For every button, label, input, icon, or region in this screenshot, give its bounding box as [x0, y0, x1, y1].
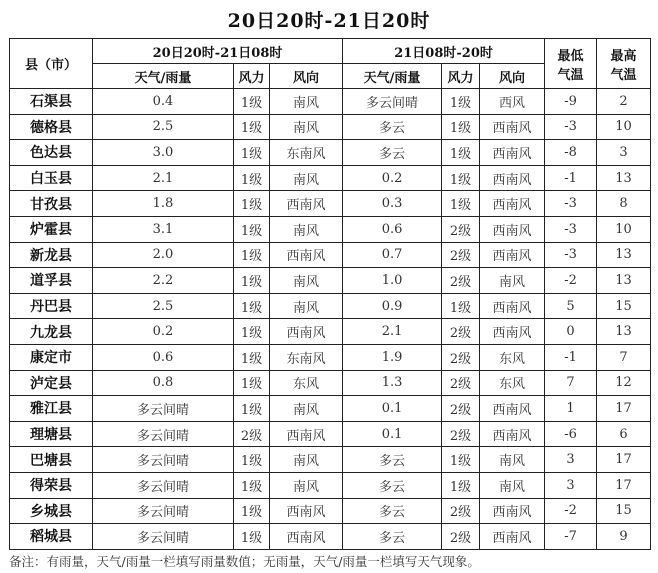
cell-max-temp: 13	[597, 165, 651, 191]
cell-wind-dir-night: 西南风	[270, 242, 343, 268]
cell-wind-dir-day: 西南风	[480, 191, 545, 217]
table-row	[10, 114, 651, 140]
cell-wind-dir-day: 西南风	[480, 216, 545, 242]
cell-wind-dir-night: 西南风	[270, 498, 343, 524]
cell-wind-dir-day: 南风	[480, 472, 545, 498]
cell-min-temp: 0	[545, 319, 597, 345]
cell-county: 新龙县	[10, 242, 93, 268]
cell-weather-rain-night: 2.5	[93, 114, 234, 140]
cell-weather-rain-day: 多云	[343, 472, 442, 498]
cell-wind-force-day: 2级	[442, 344, 480, 370]
header-wind-force-1: 风力	[234, 64, 270, 89]
table-row	[10, 242, 651, 268]
cell-wind-dir-day: 西南风	[480, 140, 545, 166]
table-row	[10, 319, 651, 345]
cell-wind-dir-day: 西南风	[480, 498, 545, 524]
cell-weather-rain-night: 0.8	[93, 370, 234, 396]
cell-max-temp: 6	[597, 421, 651, 447]
cell-wind-force-day: 2级	[442, 268, 480, 294]
cell-max-temp: 9	[597, 524, 651, 550]
cell-wind-force-night: 1级	[234, 191, 270, 217]
cell-min-temp: -2	[545, 268, 597, 294]
cell-wind-dir-night: 南风	[270, 216, 343, 242]
cell-wind-force-night: 1级	[234, 165, 270, 191]
cell-county: 雅江县	[10, 396, 93, 422]
cell-weather-rain-day: 多云	[343, 498, 442, 524]
cell-wind-dir-day: 南风	[480, 268, 545, 294]
cell-wind-dir-night: 东风	[270, 370, 343, 396]
cell-wind-force-day: 1级	[442, 165, 480, 191]
cell-wind-dir-night: 西南风	[270, 319, 343, 345]
header-max-temp: 最高气温	[597, 39, 651, 89]
cell-max-temp: 17	[597, 396, 651, 422]
cell-weather-rain-day: 1.9	[343, 344, 442, 370]
cell-wind-dir-night: 南风	[270, 472, 343, 498]
cell-wind-dir-night: 南风	[270, 165, 343, 191]
cell-min-temp: 3	[545, 447, 597, 473]
cell-min-temp: -3	[545, 114, 597, 140]
cell-weather-rain-day: 0.7	[343, 242, 442, 268]
cell-weather-rain-night: 2.2	[93, 268, 234, 294]
table-row	[10, 89, 651, 115]
cell-max-temp: 3	[597, 140, 651, 166]
cell-min-temp: 7	[545, 370, 597, 396]
table-row	[10, 216, 651, 242]
cell-county: 九龙县	[10, 319, 93, 345]
cell-county: 甘孜县	[10, 191, 93, 217]
cell-weather-rain-day: 1.3	[343, 370, 442, 396]
cell-county: 德格县	[10, 114, 93, 140]
cell-max-temp: 13	[597, 268, 651, 294]
cell-wind-force-day: 2级	[442, 421, 480, 447]
header-county: 县（市）	[10, 39, 93, 89]
cell-wind-force-day: 1级	[442, 140, 480, 166]
cell-max-temp: 2	[597, 89, 651, 115]
cell-min-temp: -3	[545, 216, 597, 242]
table-row	[10, 396, 651, 422]
cell-weather-rain-night: 多云间晴	[93, 472, 234, 498]
cell-wind-force-night: 1级	[234, 293, 270, 319]
cell-weather-rain-day: 0.2	[343, 165, 442, 191]
cell-min-temp: -3	[545, 242, 597, 268]
cell-wind-force-day: 1级	[442, 114, 480, 140]
cell-wind-force-night: 1级	[234, 370, 270, 396]
cell-wind-dir-night: 西南风	[270, 524, 343, 550]
cell-min-temp: -2	[545, 498, 597, 524]
cell-wind-force-day: 2级	[442, 319, 480, 345]
cell-weather-rain-night: 0.6	[93, 344, 234, 370]
cell-min-temp: -7	[545, 524, 597, 550]
cell-wind-force-day: 2级	[442, 216, 480, 242]
cell-wind-dir-night: 东南风	[270, 140, 343, 166]
cell-wind-force-day: 2级	[442, 370, 480, 396]
cell-county: 巴塘县	[10, 447, 93, 473]
cell-wind-force-day: 2级	[442, 242, 480, 268]
cell-wind-force-night: 1级	[234, 89, 270, 115]
cell-weather-rain-night: 多云间晴	[93, 447, 234, 473]
cell-wind-dir-night: 南风	[270, 89, 343, 115]
table-row	[10, 191, 651, 217]
cell-county: 丹巴县	[10, 293, 93, 319]
cell-max-temp: 12	[597, 370, 651, 396]
cell-county: 康定市	[10, 344, 93, 370]
header-period-night: 20日20时-21日08时	[93, 39, 343, 64]
table-row	[10, 472, 651, 498]
header-min-temp: 最低气温	[545, 39, 597, 89]
table-row	[10, 268, 651, 294]
cell-county: 理塘县	[10, 421, 93, 447]
cell-min-temp: -3	[545, 191, 597, 217]
cell-county: 道孚县	[10, 268, 93, 294]
cell-wind-force-day: 1级	[442, 89, 480, 115]
cell-max-temp: 17	[597, 447, 651, 473]
cell-weather-rain-day: 多云	[343, 447, 442, 473]
header-weather-rain-1: 天气/雨量	[93, 64, 234, 89]
cell-weather-rain-night: 2.1	[93, 165, 234, 191]
cell-wind-dir-night: 南风	[270, 293, 343, 319]
cell-wind-dir-day: 西南风	[480, 293, 545, 319]
cell-county: 白玉县	[10, 165, 93, 191]
cell-weather-rain-day: 0.1	[343, 396, 442, 422]
cell-weather-rain-night: 多云间晴	[93, 524, 234, 550]
cell-max-temp: 10	[597, 114, 651, 140]
cell-wind-force-day: 1级	[442, 191, 480, 217]
cell-wind-dir-day: 西风	[480, 89, 545, 115]
cell-county: 乡城县	[10, 498, 93, 524]
table-row	[10, 293, 651, 319]
cell-wind-force-day: 2级	[442, 396, 480, 422]
cell-wind-force-day: 2级	[442, 524, 480, 550]
table-row	[10, 447, 651, 473]
cell-min-temp: -6	[545, 421, 597, 447]
cell-wind-force-night: 1级	[234, 396, 270, 422]
cell-weather-rain-night: 0.2	[93, 319, 234, 345]
cell-wind-dir-day: 西南风	[480, 114, 545, 140]
cell-wind-force-night: 1级	[234, 216, 270, 242]
cell-weather-rain-night: 2.0	[93, 242, 234, 268]
footnote: 备注：有雨量，天气/雨量一栏填写雨量数值；无雨量，天气/雨量一栏填写天气现象。	[9, 554, 480, 569]
cell-county: 得荣县	[10, 472, 93, 498]
cell-min-temp: -9	[545, 89, 597, 115]
cell-wind-dir-night: 西南风	[270, 191, 343, 217]
cell-weather-rain-day: 多云	[343, 140, 442, 166]
forecast-table	[9, 38, 651, 550]
cell-weather-rain-night: 3.1	[93, 216, 234, 242]
cell-max-temp: 13	[597, 242, 651, 268]
cell-weather-rain-night: 1.8	[93, 191, 234, 217]
cell-min-temp: 1	[545, 396, 597, 422]
cell-wind-dir-night: 东南风	[270, 344, 343, 370]
cell-weather-rain-day: 0.6	[343, 216, 442, 242]
cell-weather-rain-day: 多云	[343, 114, 442, 140]
cell-wind-dir-day: 西南风	[480, 524, 545, 550]
cell-weather-rain-night: 3.0	[93, 140, 234, 166]
cell-weather-rain-night: 2.5	[93, 293, 234, 319]
cell-wind-dir-night: 南风	[270, 396, 343, 422]
cell-min-temp: -1	[545, 344, 597, 370]
table-body	[10, 89, 651, 550]
cell-max-temp: 10	[597, 216, 651, 242]
cell-wind-dir-day: 西南风	[480, 242, 545, 268]
table-row	[10, 370, 651, 396]
cell-wind-dir-day: 西南风	[480, 165, 545, 191]
table-row	[10, 421, 651, 447]
cell-wind-force-night: 2级	[234, 421, 270, 447]
cell-min-temp: -1	[545, 165, 597, 191]
cell-county: 色达县	[10, 140, 93, 166]
cell-wind-force-night: 1级	[234, 114, 270, 140]
cell-max-temp: 13	[597, 319, 651, 345]
cell-wind-dir-day: 南风	[480, 447, 545, 473]
cell-min-temp: -8	[545, 140, 597, 166]
cell-weather-rain-day: 多云	[343, 524, 442, 550]
cell-wind-force-day: 1级	[442, 447, 480, 473]
table-row	[10, 498, 651, 524]
cell-county: 泸定县	[10, 370, 93, 396]
table-row	[10, 524, 651, 550]
cell-weather-rain-night: 多云间晴	[93, 498, 234, 524]
cell-wind-force-night: 1级	[234, 447, 270, 473]
cell-min-temp: 3	[545, 472, 597, 498]
cell-max-temp: 8	[597, 191, 651, 217]
cell-wind-force-night: 1级	[234, 242, 270, 268]
cell-weather-rain-day: 0.9	[343, 293, 442, 319]
cell-wind-dir-day: 西南风	[480, 421, 545, 447]
cell-wind-force-night: 1级	[234, 472, 270, 498]
header-wind-force-2: 风力	[442, 64, 480, 89]
cell-county: 石渠县	[10, 89, 93, 115]
cell-wind-force-night: 1级	[234, 498, 270, 524]
cell-wind-force-day: 1级	[442, 472, 480, 498]
cell-weather-rain-day: 2.1	[343, 319, 442, 345]
cell-weather-rain-day: 0.1	[343, 421, 442, 447]
cell-wind-force-night: 1级	[234, 268, 270, 294]
cell-min-temp: 5	[545, 293, 597, 319]
cell-max-temp: 7	[597, 344, 651, 370]
header-wind-dir-2: 风向	[480, 64, 545, 89]
cell-wind-dir-day: 东风	[480, 370, 545, 396]
cell-weather-rain-day: 1.0	[343, 268, 442, 294]
cell-weather-rain-night: 多云间晴	[93, 421, 234, 447]
cell-wind-dir-night: 南风	[270, 447, 343, 473]
header-period-day: 21日08时-20时	[343, 39, 545, 64]
cell-wind-dir-day: 西南风	[480, 396, 545, 422]
cell-wind-force-night: 1级	[234, 524, 270, 550]
cell-wind-dir-day: 西南风	[480, 319, 545, 345]
header-weather-rain-2: 天气/雨量	[343, 64, 442, 89]
table-row	[10, 344, 651, 370]
cell-wind-force-day: 1级	[442, 293, 480, 319]
cell-wind-force-day: 2级	[442, 498, 480, 524]
cell-max-temp: 15	[597, 498, 651, 524]
cell-weather-rain-night: 0.4	[93, 89, 234, 115]
cell-county: 稻城县	[10, 524, 93, 550]
cell-wind-dir-night: 南风	[270, 268, 343, 294]
cell-wind-force-night: 1级	[234, 344, 270, 370]
cell-wind-dir-night: 西南风	[270, 421, 343, 447]
cell-max-temp: 17	[597, 472, 651, 498]
cell-max-temp: 15	[597, 293, 651, 319]
cell-wind-dir-night: 南风	[270, 114, 343, 140]
page-title: 20日20时-21日20时	[227, 10, 431, 32]
cell-weather-rain-night: 多云间晴	[93, 396, 234, 422]
header-wind-dir-1: 风向	[270, 64, 343, 89]
cell-wind-force-night: 1级	[234, 319, 270, 345]
cell-weather-rain-day: 多云间晴	[343, 89, 442, 115]
cell-county: 炉霍县	[10, 216, 93, 242]
cell-wind-force-night: 1级	[234, 140, 270, 166]
table-row	[10, 165, 651, 191]
table-row	[10, 140, 651, 166]
cell-wind-dir-day: 东风	[480, 344, 545, 370]
cell-weather-rain-day: 0.3	[343, 191, 442, 217]
